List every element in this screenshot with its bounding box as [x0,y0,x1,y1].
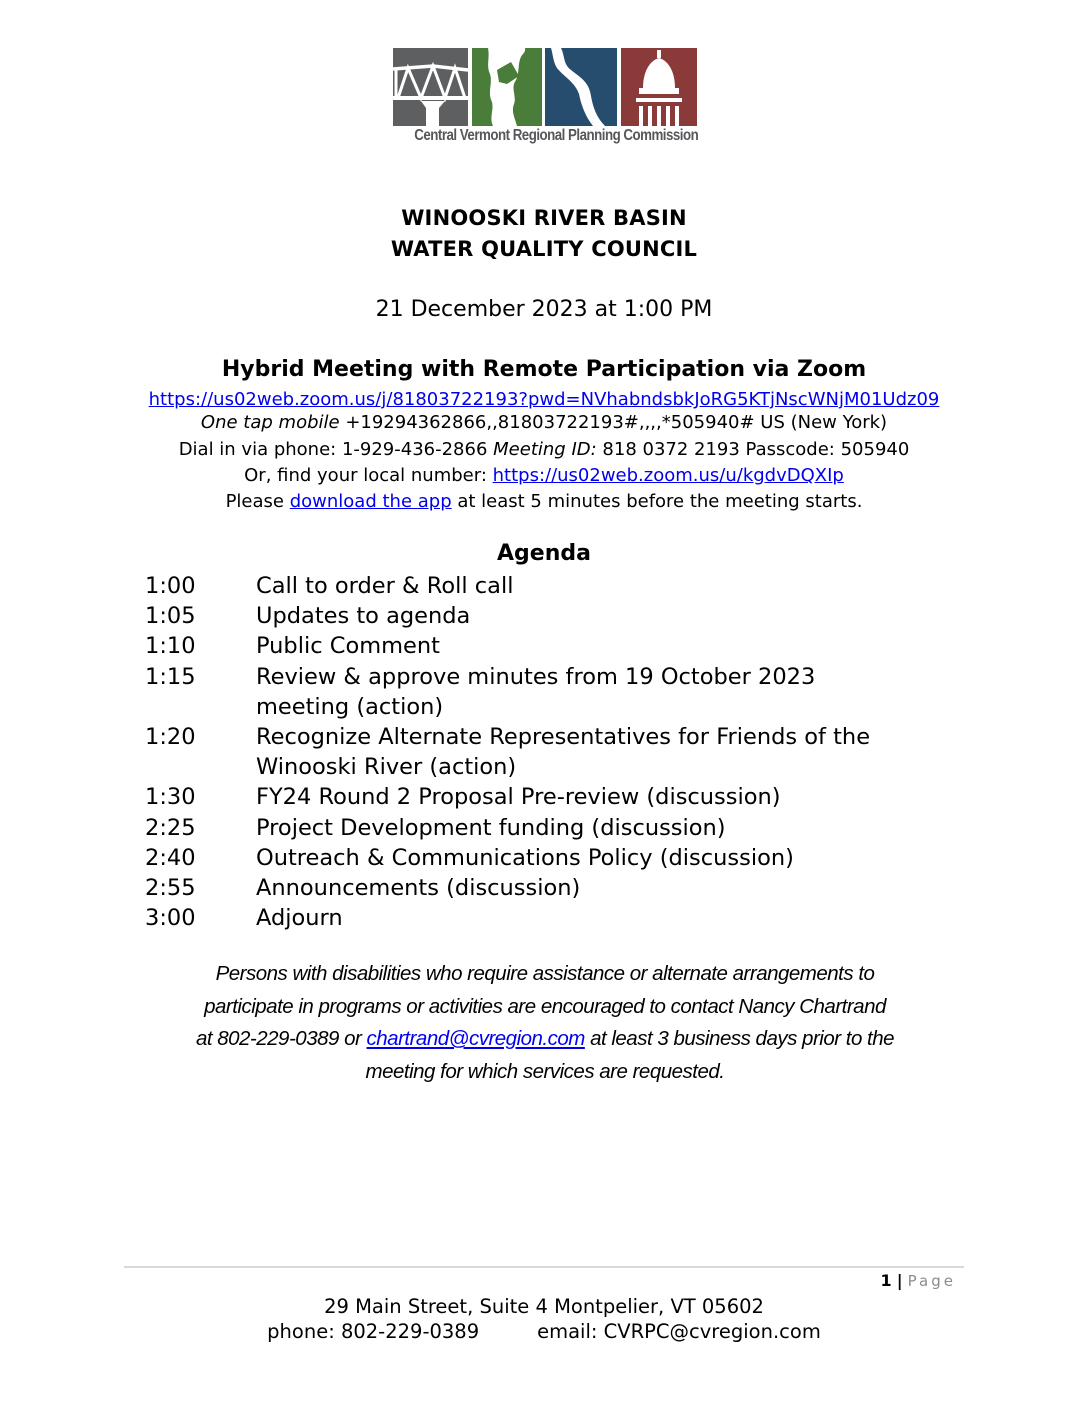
agenda-item-description-line: Project Development funding (discussion) [256,814,726,841]
local-number-link[interactable]: https://us02web.zoom.us/u/kgdvDQXIp [492,465,844,486]
agenda-item-time: 2:40 [145,844,196,871]
page-number-value: 1 [880,1271,892,1290]
agenda-list [145,571,965,933]
footer-address: 29 Main Street, Suite 4 Montpelier, VT 05602 [324,1295,764,1318]
one-tap-label: One tap mobile [200,412,340,433]
agenda-item [145,662,965,722]
agenda-item-description-continuation: meeting (action) [256,693,444,720]
agenda-item-description [256,571,965,601]
download-app-link[interactable]: download the app [289,491,452,512]
meeting-date: 21 December 2023 at 1:00 PM [375,297,713,322]
vermont-map-icon [472,48,542,126]
agenda-item-description-line: Public Comment [256,633,440,660]
agenda-item-description-line: Review & approve minutes from 19 October 2023 [256,663,816,690]
notice-line-1: Persons with disabilities who require assistance or alternate arrangements to [215,962,875,985]
local-number-label: Or, find your local number: [244,465,487,486]
agenda-item-time: 2:55 [145,875,196,902]
footer-phone: phone: 802-229-0389 [267,1320,480,1343]
agenda-item [145,571,965,601]
agenda-item-time: 1:00 [145,573,196,599]
agenda-item-description-line: Recognize Alternate Representatives for Friends of the [256,724,871,751]
agenda-item-description-line: Adjourn [256,905,343,932]
agenda-item-description-line: Announcements (discussion) [256,875,581,902]
agenda-item-time: 1:30 [145,784,196,811]
agenda-item [145,813,965,843]
agenda-item-time: 1:05 [145,603,196,630]
agenda-item-description-line: FY24 Round 2 Proposal Pre-review (discussion) [256,784,781,811]
capitol-dome-icon [621,48,697,126]
agenda-item-time: 1:10 [145,633,196,660]
agenda-item-time: 1:15 [145,663,196,690]
title-line-2: WATER QUALITY COUNCIL [390,237,698,261]
agenda-item-time: 2:25 [145,814,196,841]
bridge-icon [393,48,468,126]
dial-in-label: Dial in via phone: 1-929-436-2866 [178,439,488,460]
agenda-item [145,601,965,631]
page-number [881,1271,957,1290]
agenda-item-time: 1:20 [145,724,196,751]
meeting-id-value: 818 0372 2193 Passcode: 505940 [602,439,910,460]
footer-contact [0,1319,1088,1344]
one-tap-line [0,412,1088,433]
agenda-item [145,903,965,933]
hybrid-meeting-heading: Hybrid Meeting with Remote Participation via Zoom [221,357,867,382]
notice-line-3-suffix: at least 3 business days prior to the [590,1027,895,1050]
notice-line-4: meeting for which services are requested. [365,1059,725,1083]
agenda-heading: Agenda [497,541,591,566]
agenda-item-description-line: Call to order & Roll call [256,573,514,599]
agenda-item-description-line: Outreach & Communications Policy (discussion) [256,844,794,871]
footer-divider [124,1266,964,1268]
river-icon [545,48,617,126]
agenda-item-time: 3:00 [145,905,196,932]
agenda-item-description-continuation: Winooski River (action) [256,754,517,781]
download-suffix: at least 5 minutes before the meeting starts. [457,491,863,512]
meeting-id-label: Meeting ID: [493,439,597,460]
zoom-link-line [0,389,1088,410]
agenda-item-description [256,903,965,933]
zoom-meeting-link[interactable]: https://us02web.zoom.us/j/81803722193?pwd=NVhabndsbkJoRG5KTjNscWNjM01Udz09 [148,389,940,410]
agenda-item-description [256,662,965,722]
footer-email: email: CVRPC@cvregion.com [537,1320,821,1343]
download-line [0,491,1088,512]
page-number-separator: | [896,1271,903,1290]
logo-graphic [393,48,697,128]
agenda-item [145,873,965,903]
agenda-item [145,631,965,661]
agenda-item-description [256,601,965,631]
page-label: Page [907,1272,956,1290]
notice-line-3 [120,1023,970,1056]
notice-line-2: participate in programs or activities are encouraged to contact Nancy Chartrand [204,994,886,1018]
agenda-item [145,782,965,812]
download-prefix: Please [225,491,284,512]
accessibility-notice [120,958,970,1088]
agenda-item [145,722,965,782]
agenda-item-description [256,813,965,843]
agenda-item-description [256,873,965,903]
local-number-line [0,465,1088,486]
agenda-item-description [256,782,965,812]
notice-line-3-prefix: at 802-229-0389 or [195,1027,362,1050]
agenda-item-description-line: Updates to agenda [256,603,471,630]
dial-in-line [0,439,1088,460]
agenda-item-description [256,722,965,782]
title-line-1: WINOOSKI RIVER BASIN [401,206,687,230]
logo-caption: Central Vermont Regional Planning Commission [414,127,699,144]
agenda-item-description [256,631,965,661]
one-tap-value: +19294362866,,81803722193#,,,,*505940# US (New York) [345,412,888,433]
agenda-item [145,843,965,873]
chartrand-email-link[interactable]: chartrand@cvregion.com [366,1027,585,1050]
agenda-item-description [256,843,965,873]
